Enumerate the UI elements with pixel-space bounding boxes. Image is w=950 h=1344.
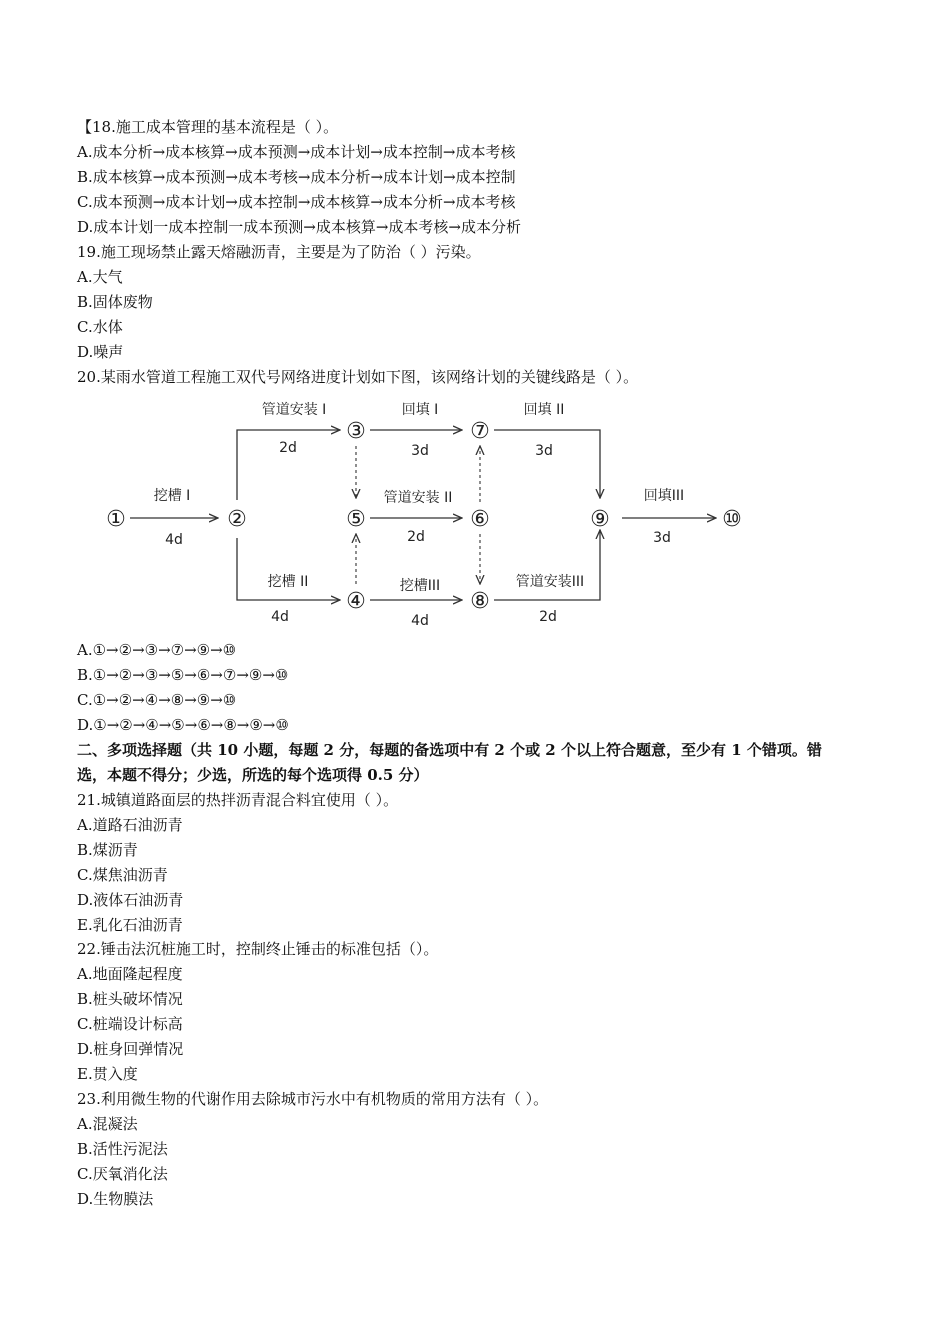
q20-option-b: B.①→②→③→⑤→⑥→⑦→⑨→⑩ <box>77 666 289 684</box>
q23-stem: 23.利用微生物的代谢作用去除城市污水中有机物质的常用方法有（ ）。 <box>77 1090 549 1108</box>
activity-dur-8-9: 2d <box>539 609 557 625</box>
q22-option-e: E.贯入度 <box>77 1065 138 1083</box>
q20-stem: 20.某雨水管道工程施工双代号网络进度计划如下图，该网络计划的关键线路是（ ）。 <box>77 368 639 386</box>
activity-name-2-3: 管道安装 I <box>261 402 327 418</box>
q22-option-c: C.桩端设计标高 <box>77 1015 183 1033</box>
q18-option-a: A.成本分析→成本核算→成本预测→成本计划→成本控制→成本考核 <box>77 143 516 161</box>
q18-option-b: B.成本核算→成本预测→成本考核→成本分析→成本计划→成本控制 <box>77 168 516 186</box>
q21-option-a: A.道路石油沥青 <box>77 816 183 834</box>
activity-dur-9-10: 3d <box>653 530 671 546</box>
node-3: ③ <box>346 419 366 444</box>
node-5: ⑤ <box>346 507 366 532</box>
q23-option-c: C.厌氧消化法 <box>77 1165 168 1183</box>
activity-name-4-8: 挖槽III <box>399 578 441 594</box>
q20-option-a: A.①→②→③→⑦→⑨→⑩ <box>77 641 237 659</box>
node-6: ⑥ <box>470 507 490 532</box>
node-8: ⑧ <box>470 589 490 614</box>
node-9: ⑨ <box>590 507 610 532</box>
q19-option-d: D.噪声 <box>77 343 124 361</box>
q22-stem: 22.锤击法沉桩施工时，控制终止锤击的标准包括（）。 <box>77 940 439 958</box>
node-10: ⑩ <box>722 507 742 532</box>
q18-option-d: D.成本计划一成本控制一成本预测→成本核算→成本考核→成本分析 <box>77 218 521 236</box>
activity-dur-5-6: 2d <box>407 529 425 545</box>
activity-name-1-2: 挖槽 I <box>153 488 191 504</box>
q19-option-c: C.水体 <box>77 318 123 336</box>
q20-option-d: D.①→②→④→⑤→⑥→⑧→⑨→⑩ <box>77 716 289 734</box>
network-diagram <box>96 392 756 632</box>
q19-stem: 19.施工现场禁止露天熔融沥青，主要是为了防治（ ）污染。 <box>77 243 481 261</box>
node-2: ② <box>227 507 247 532</box>
q22-option-a: A.地面隆起程度 <box>77 965 183 983</box>
section2-heading-line1: 二、多项选择题（共 10 小题，每题 2 分，每题的备选项中有 2 个或 2 个以上符合题意，至少有 1 个错项。错 <box>77 741 822 759</box>
arrow-2-4 <box>237 538 340 600</box>
q23-option-b: B.活性污泥法 <box>77 1140 168 1158</box>
node-1: ① <box>106 507 126 532</box>
activity-name-9-10: 回填III <box>643 488 685 504</box>
arrow-7-9 <box>494 430 600 498</box>
q21-stem: 21.城镇道路面层的热拌沥青混合料宜使用（ ）。 <box>77 791 399 809</box>
q23-option-d: D.生物膜法 <box>77 1190 154 1208</box>
q23-option-a: A.混凝法 <box>77 1115 138 1133</box>
q20-option-c: C.①→②→④→⑧→⑨→⑩ <box>77 691 237 709</box>
activity-dur-7-9: 3d <box>535 443 553 459</box>
q21-option-b: B.煤沥青 <box>77 841 138 859</box>
activity-name-5-6: 管道安装 II <box>383 490 453 506</box>
q22-option-b: B.桩头破坏情况 <box>77 990 183 1008</box>
activity-dur-3-7: 3d <box>411 443 429 459</box>
activity-dur-1-2: 4d <box>165 532 183 548</box>
activity-name-3-7: 回填 I <box>401 402 439 418</box>
q22-option-d: D.桩身回弹情况 <box>77 1040 184 1058</box>
q21-option-d: D.液体石油沥青 <box>77 891 184 909</box>
activity-dur-2-3: 2d <box>279 440 297 456</box>
q18-option-c: C.成本预测→成本计划→成本控制→成本核算→成本分析→成本考核 <box>77 193 516 211</box>
node-7: ⑦ <box>470 419 490 444</box>
q21-option-e: E.乳化石油沥青 <box>77 916 183 934</box>
activity-name-8-9: 管道安装III <box>515 574 585 590</box>
q19-option-a: A.大气 <box>77 268 123 286</box>
activity-name-7-9: 回填 II <box>523 402 565 418</box>
activity-dur-2-4: 4d <box>271 609 289 625</box>
activity-dur-4-8: 4d <box>411 613 429 629</box>
node-4: ④ <box>346 589 366 614</box>
q18-stem: 【18.施工成本管理的基本流程是（ ）。 <box>77 118 339 136</box>
activity-name-2-4: 挖槽 II <box>267 574 309 590</box>
q19-option-b: B.固体废物 <box>77 293 153 311</box>
q21-option-c: C.煤焦油沥青 <box>77 866 168 884</box>
section2-heading-line2: 选，本题不得分；少选，所选的每个选项得 0.5 分） <box>77 766 429 784</box>
